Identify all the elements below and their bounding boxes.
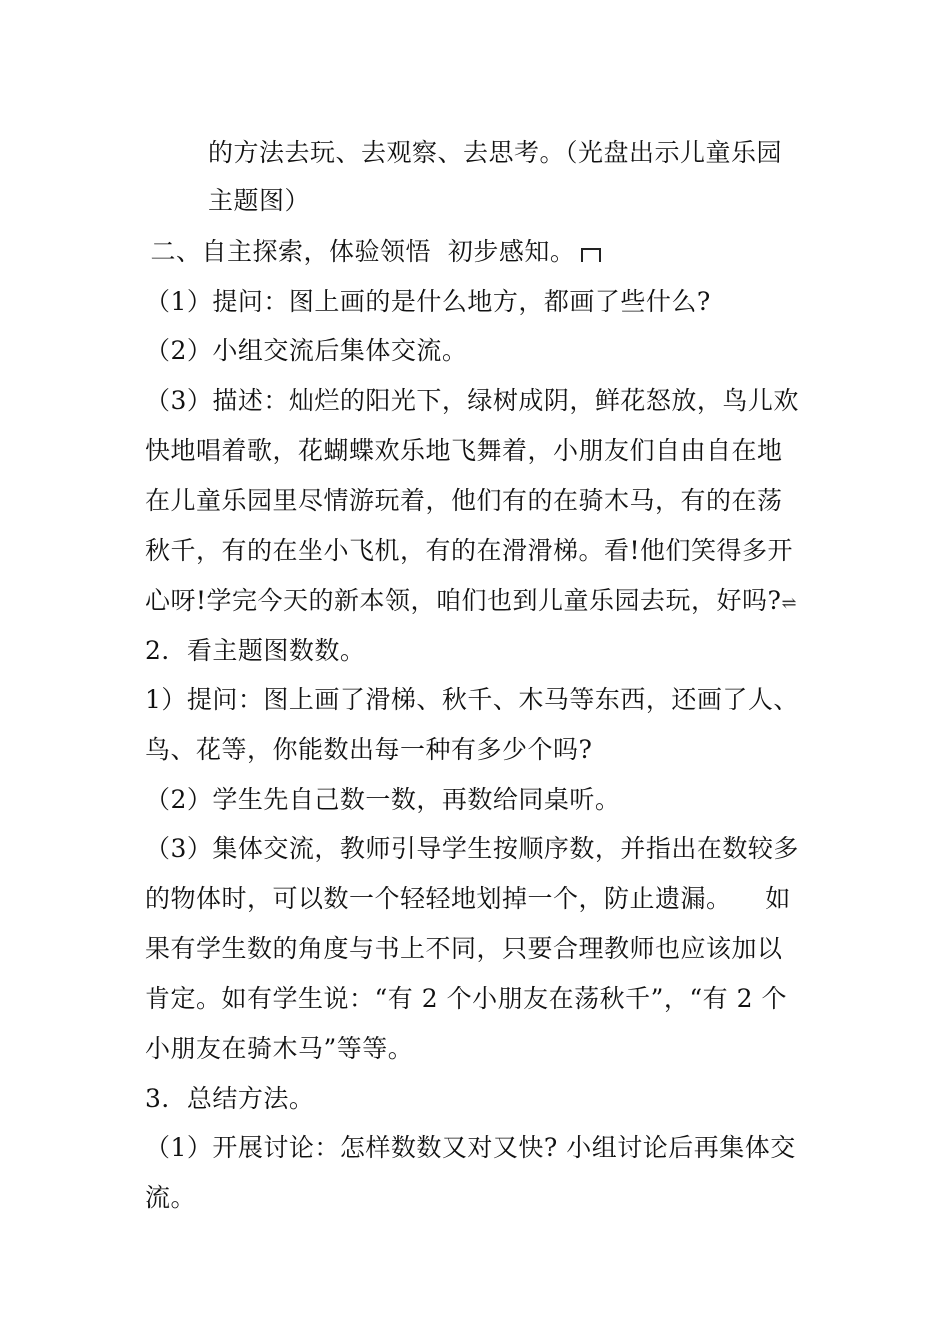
text-line: 流。 — [145, 1183, 197, 1212]
text-line: 的物体时，可以数一个轻轻地划掉一个，防止遗漏。 如 — [145, 884, 791, 913]
text-line: （3）描述：灿烂的阳光下，绿树成阴，鲜花怒放，鸟儿欢 — [145, 386, 799, 415]
bracket-mark-icon — [581, 248, 601, 262]
text-line: 在儿童乐园里尽情游玩着，他们有的在骑木马，有的在荡 — [145, 486, 783, 515]
text-line: 快地唱着歌，花蝴蝶欢乐地飞舞着，小朋友们自由自在地 — [145, 436, 783, 465]
section-heading: 3．总结方法。 — [145, 1084, 315, 1113]
section-heading — [142, 237, 601, 267]
text-line: 小朋友在骑木马”等等。 — [145, 1034, 414, 1063]
paragraph-mark-icon: ⇌ — [781, 593, 798, 614]
text-line: （2）学生先自己数一数，再数给同桌听。 — [145, 785, 621, 814]
text-line: （3）集体交流，教师引导学生按顺序数，并指出在数较多 — [145, 834, 799, 863]
text-line: 1）提问：图上画了滑梯、秋千、木马等东西，还画了人、 — [145, 685, 799, 714]
text-line: （1）开展讨论：怎样数数又对又快? 小组讨论后再集体交 — [145, 1133, 796, 1162]
text-line: 肯定。如有学生说：“有 2 个小朋友在荡秋千”，“有 2 个 — [145, 984, 787, 1013]
text-line — [145, 586, 797, 619]
text-line: 果有学生数的角度与书上不同，只要合理教师也应该加以 — [145, 934, 783, 963]
text-line: 主题图） — [208, 186, 311, 215]
text-line: 鸟、花等，你能数出每一种有多少个吗? — [145, 735, 593, 764]
section-heading-text: 二、自主探索，体验领悟 初步感知。 — [142, 237, 576, 266]
text-line: （2）小组交流后集体交流。 — [145, 336, 468, 365]
text-line: 秋千，有的在坐小飞机，有的在滑滑梯。看!他们笑得多开 — [145, 536, 794, 565]
text-line-content: 心呀!学完今天的新本领，咱们也到儿童乐园去玩，好吗? — [145, 586, 782, 615]
section-heading: 2．看主题图数数。 — [145, 636, 366, 665]
text-line: 的方法去玩、去观察、去思考。（光盘出示儿童乐园 — [208, 138, 783, 167]
text-line: （1）提问：图上画的是什么地方，都画了些什么? — [145, 287, 711, 316]
